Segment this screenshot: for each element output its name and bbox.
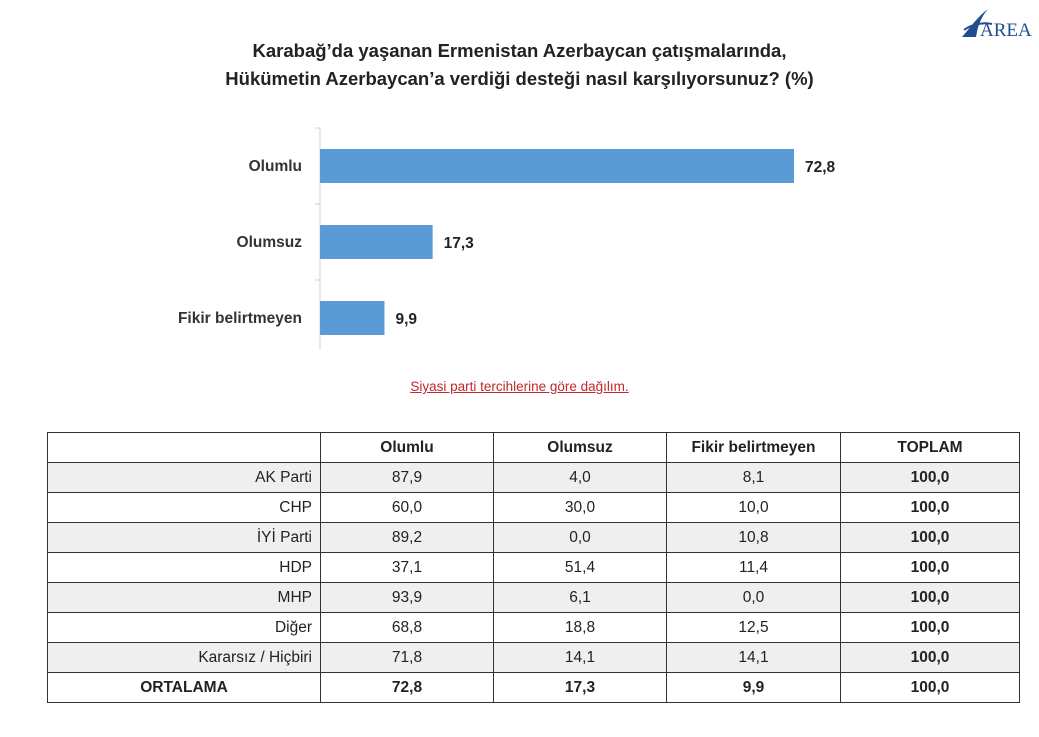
table-cell: 89,2 <box>321 523 494 553</box>
table-cell-total: 100,0 <box>841 673 1020 703</box>
area-logo <box>958 6 1036 40</box>
party-breakdown-caption: Siyasi parti tercihlerine göre dağılım. <box>410 379 629 394</box>
table-cell-total: 100,0 <box>841 643 1020 673</box>
table-header-cell: Olumsuz <box>494 433 667 463</box>
table-cell: 14,1 <box>494 643 667 673</box>
table-cell-total: 100,0 <box>841 463 1020 493</box>
table-cell-total: 100,0 <box>841 553 1020 583</box>
table-row <box>48 463 1020 493</box>
table-header-cell <box>48 433 321 463</box>
table-header-cell: TOPLAM <box>841 433 1020 463</box>
table-row <box>48 613 1020 643</box>
data-label: 9,9 <box>395 311 418 328</box>
table-cell-total: 100,0 <box>841 613 1020 643</box>
table-row <box>48 583 1020 613</box>
party-name: Diğer <box>48 613 321 643</box>
party-name: CHP <box>48 493 321 523</box>
table-cell: 14,1 <box>667 643 841 673</box>
party-name: MHP <box>48 583 321 613</box>
table-cell: 87,9 <box>321 463 494 493</box>
table-cell: 17,3 <box>494 673 667 703</box>
table-cell: 8,1 <box>667 463 841 493</box>
data-label: 72,8 <box>805 159 836 176</box>
table-cell: 72,8 <box>321 673 494 703</box>
table-row <box>48 643 1020 673</box>
table-cell-total: 100,0 <box>841 583 1020 613</box>
table-row <box>48 493 1020 523</box>
table-header-cell: Fikir belirtmeyen <box>667 433 841 463</box>
table-cell: 6,1 <box>494 583 667 613</box>
bar <box>320 149 794 183</box>
table-row <box>48 523 1020 553</box>
bar-chart <box>0 110 1039 350</box>
party-name: AK Parti <box>48 463 321 493</box>
bar <box>320 301 384 335</box>
table-cell-total: 100,0 <box>841 493 1020 523</box>
table-cell: 0,0 <box>494 523 667 553</box>
party-name: İYİ Parti <box>48 523 321 553</box>
bar <box>320 225 433 259</box>
table-row <box>48 553 1020 583</box>
table-cell: 93,9 <box>321 583 494 613</box>
table-cell: 37,1 <box>321 553 494 583</box>
table-cell: 60,0 <box>321 493 494 523</box>
table-cell: 51,4 <box>494 553 667 583</box>
category-label: Fikir belirtmeyen <box>177 310 302 327</box>
table-cell: 71,8 <box>321 643 494 673</box>
table-header-cell: Olumlu <box>321 433 494 463</box>
table-cell: 9,9 <box>667 673 841 703</box>
party-breakdown-table <box>47 432 1020 703</box>
table-cell: 10,0 <box>667 493 841 523</box>
category-label: Olumsuz <box>236 234 302 251</box>
table-cell-total: 100,0 <box>841 523 1020 553</box>
party-name: Kararsız / Hiçbiri <box>48 643 321 673</box>
chart-title-line-1: Karabağ’da yaşanan Ermenistan Azerbaycan çatışmalarında, <box>252 40 787 61</box>
table-row-average <box>48 673 1020 703</box>
table-cell: 12,5 <box>667 613 841 643</box>
table-cell: 11,4 <box>667 553 841 583</box>
average-label: ORTALAMA <box>48 673 321 703</box>
table-cell: 68,8 <box>321 613 494 643</box>
table-cell: 4,0 <box>494 463 667 493</box>
table-cell: 30,0 <box>494 493 667 523</box>
party-name: HDP <box>48 553 321 583</box>
table-cell: 10,8 <box>667 523 841 553</box>
data-label: 17,3 <box>443 235 474 252</box>
chart-title-line-2: Hükümetin Azerbaycan’a verdiği desteği nasıl karşılıyorsunuz? (%) <box>225 68 814 89</box>
table-cell: 0,0 <box>667 583 841 613</box>
logo-text: AREA <box>980 20 1032 40</box>
table-header-row <box>48 433 1020 463</box>
category-label: Olumlu <box>248 158 302 175</box>
table-cell: 18,8 <box>494 613 667 643</box>
